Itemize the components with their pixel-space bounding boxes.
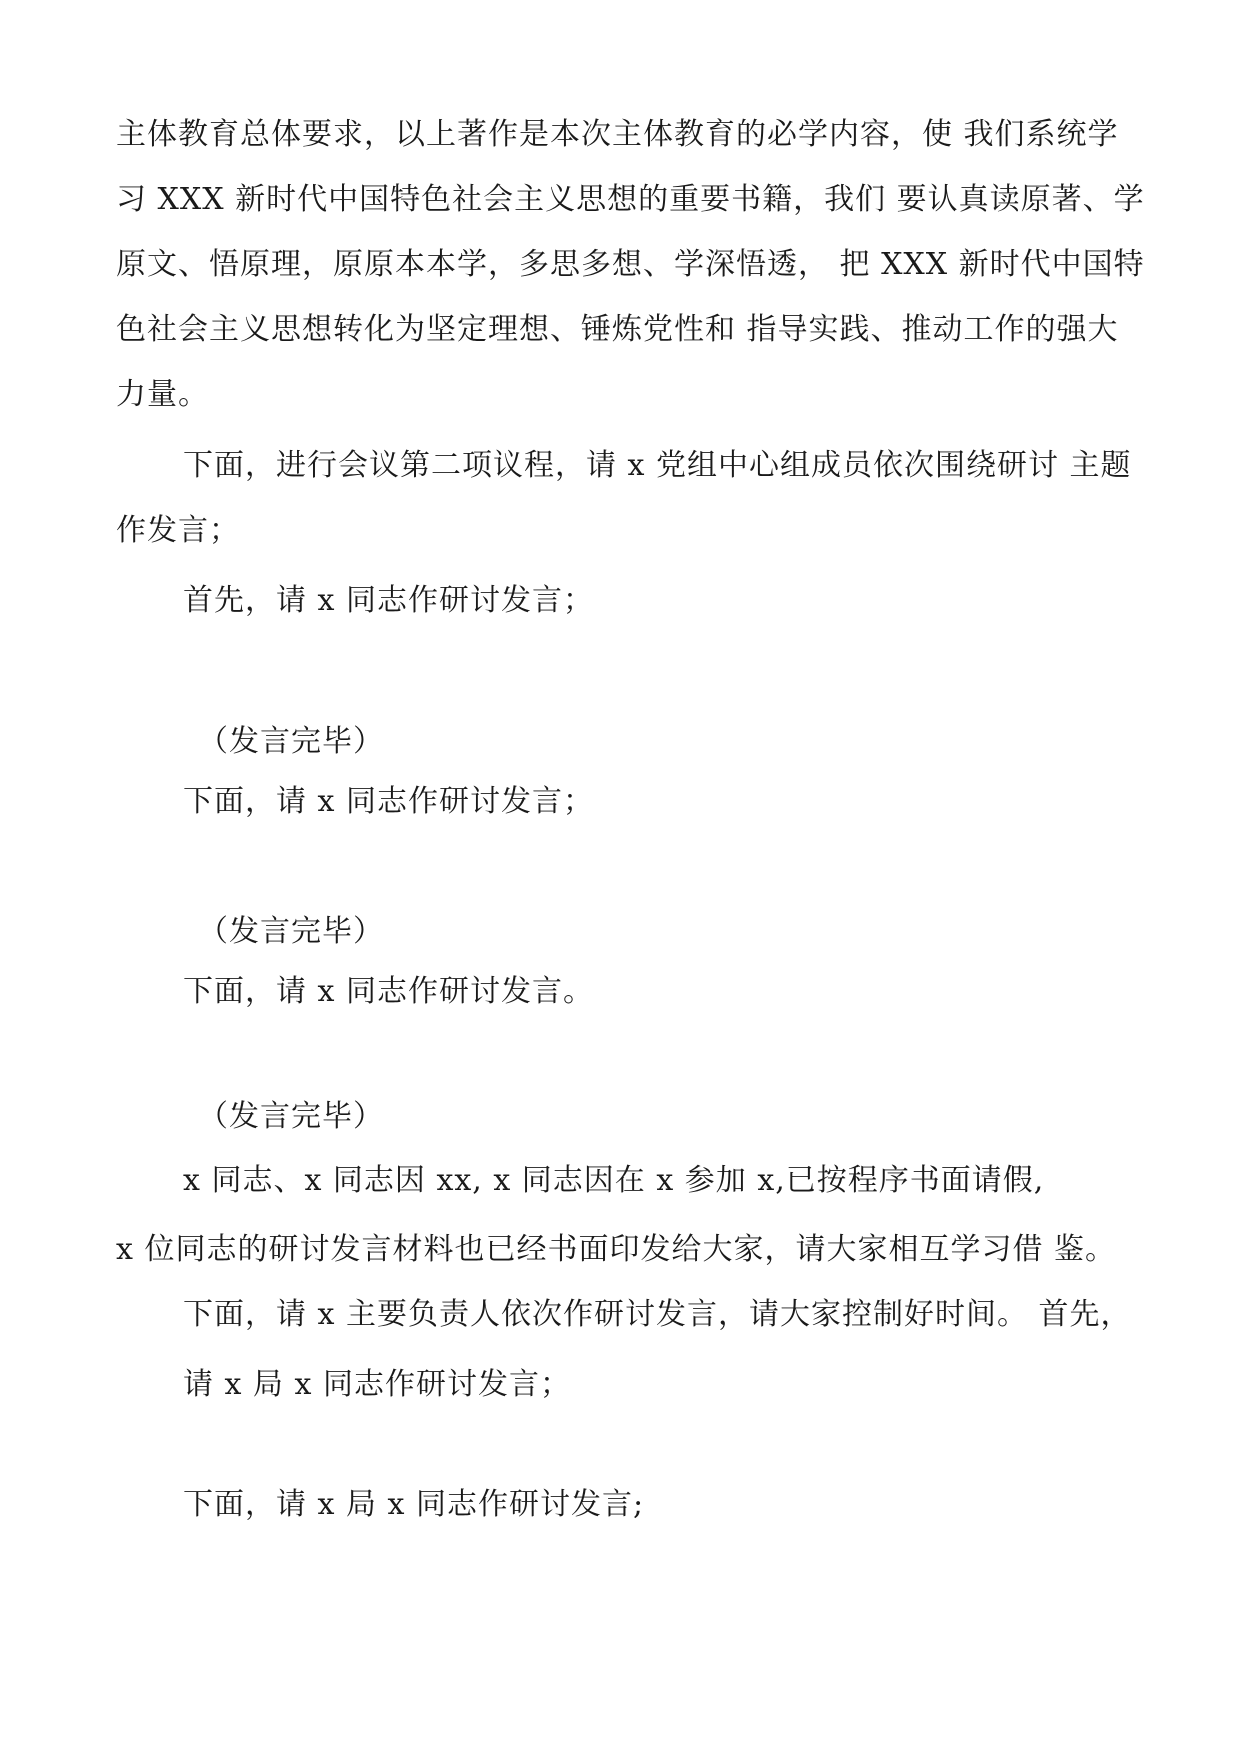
body-text-line: 作发言； bbox=[116, 513, 240, 548]
body-text-line: 习 XXX 新时代中国特色社会主义思想的重要书籍，我们 要认真读原著、学 bbox=[116, 182, 1145, 217]
body-text-line: 下面，进行会议第二项议程，请 x 党组中心组成员依次围绕研讨 主题 bbox=[183, 448, 1132, 483]
body-text-line: 力量。 bbox=[116, 377, 209, 412]
speaker-call: 请 x 局 x 同志作研讨发言； bbox=[183, 1367, 571, 1402]
speech-complete-note: （发言完毕） bbox=[198, 724, 384, 759]
body-text-line: 下面，请 x 主要负责人依次作研讨发言，请大家控制好时间。 首先， bbox=[183, 1297, 1132, 1332]
speech-complete-note: （发言完毕） bbox=[198, 1099, 384, 1134]
body-text-line: 色社会主义思想转化为坚定理想、锤炼党性和 指导实践、推动工作的强大 bbox=[116, 312, 1119, 347]
speech-complete-note: （发言完毕） bbox=[198, 914, 384, 949]
body-text-line: 原文、悟原理，原原本本学，多思多想、学深悟透， 把 XXX 新时代中国特 bbox=[116, 247, 1145, 282]
body-text-line: x 位同志的研讨发言材料也已经书面印发给大家，请大家相互学习借 鉴。 bbox=[116, 1232, 1116, 1267]
speaker-call: 下面，请 x 同志作研讨发言； bbox=[183, 784, 594, 819]
speaker-call: 下面，请 x 局 x 同志作研讨发言; bbox=[183, 1487, 645, 1522]
body-text-line: 主体教育总体要求，以上著作是本次主体教育的必学内容，使 我们系统学 bbox=[116, 117, 1119, 152]
speaker-call: 下面，请 x 同志作研讨发言。 bbox=[183, 974, 594, 1009]
speaker-call: 首先，请 x 同志作研讨发言； bbox=[183, 583, 594, 618]
body-text-line: x 同志、x 同志因 xx, x 同志因在 x 参加 x,已按程序书面请假, bbox=[183, 1163, 1045, 1198]
